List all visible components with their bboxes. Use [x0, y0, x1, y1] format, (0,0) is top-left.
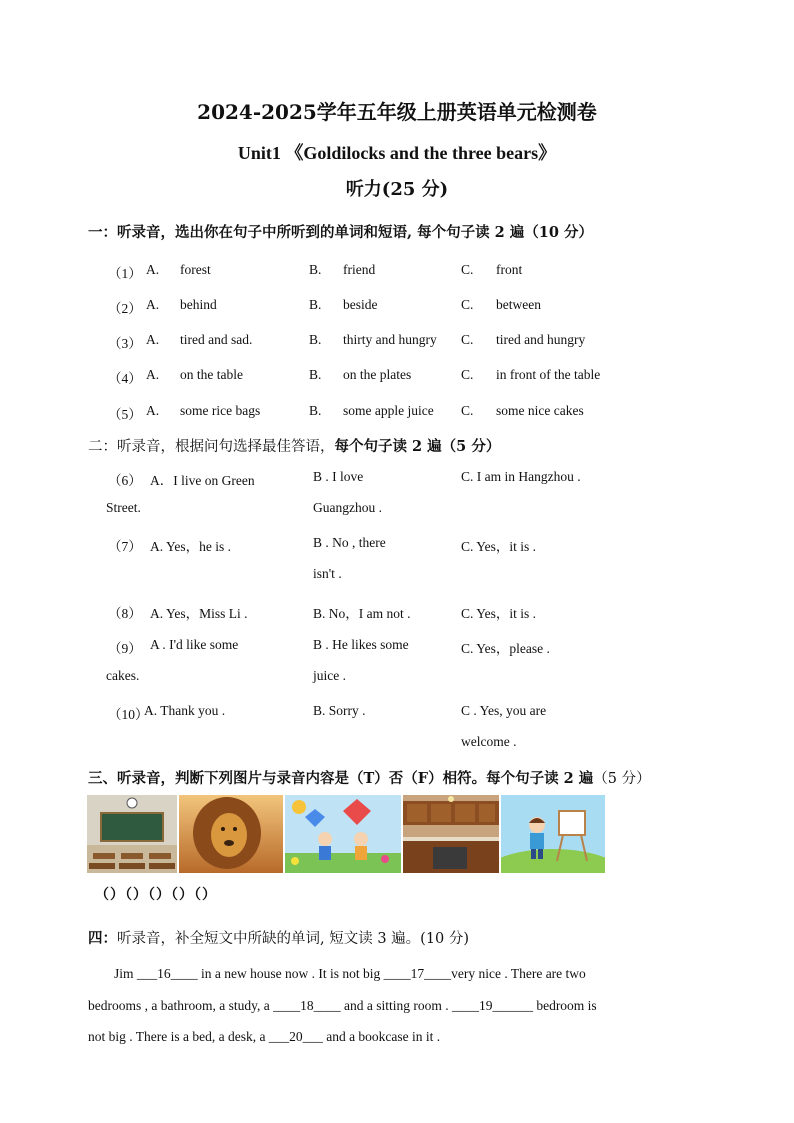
painting-boy-image: [501, 795, 605, 873]
question-number: （5）: [108, 407, 142, 422]
part2-question: [0, 469, 794, 529]
option-c-text[interactable]: tired and hungry: [496, 332, 586, 347]
option-c-label[interactable]: C.: [461, 403, 474, 418]
option-a-text[interactable]: forest: [180, 262, 211, 277]
lion-image: [179, 795, 283, 873]
option-a-label[interactable]: A.: [146, 367, 160, 382]
question-number: （7）: [108, 539, 142, 554]
classroom-image: [87, 795, 177, 873]
part3-answer-blanks[interactable]: （）（）（）（）（）: [95, 886, 217, 902]
option-b-text[interactable]: friend: [343, 262, 376, 277]
option-a-text[interactable]: tired and sad.: [180, 332, 253, 347]
option-c-text[interactable]: some nice cakes: [496, 403, 584, 418]
question-number: （1）: [108, 266, 142, 281]
option-b-text-cont[interactable]: juice .: [313, 668, 346, 683]
part1-question: [0, 297, 794, 317]
option-c-label[interactable]: C.: [461, 332, 474, 347]
option-c-text[interactable]: C . Yes, you are: [461, 703, 547, 718]
part1-question: [0, 403, 794, 423]
option-c-label[interactable]: C.: [461, 367, 474, 382]
question-number: （10）: [108, 707, 149, 722]
option-b-text[interactable]: B. Sorry .: [313, 703, 366, 718]
option-b-label[interactable]: B.: [309, 403, 322, 418]
option-b-label[interactable]: B.: [309, 297, 322, 312]
option-a-label[interactable]: A.: [146, 297, 160, 312]
option-a-text[interactable]: A．I live on Green: [150, 473, 255, 488]
part3-heading-a: 三、听录音，判断下列图片与录音内容是（T）否（F）相符。每个句子读 2 遍: [88, 770, 594, 787]
option-b-text[interactable]: thirty and hungry: [343, 332, 437, 347]
option-c-text[interactable]: C. Yes，it is .: [461, 539, 537, 554]
exam-title: 2024-2025学年五年级上册英语单元检测卷: [197, 100, 597, 124]
option-a-text[interactable]: some rice bags: [180, 403, 261, 418]
option-b-label[interactable]: B.: [309, 262, 322, 277]
kite-flying-image: [285, 795, 401, 873]
part2-question: [0, 535, 794, 595]
part4-heading-text: 听录音，补全短文中所缺的单词, 短文读 3 遍。(10 分): [117, 931, 470, 947]
option-b-text[interactable]: beside: [343, 297, 378, 312]
option-a-text[interactable]: A . I'd like some: [150, 637, 239, 652]
part1-question: [0, 332, 794, 352]
option-c-text-cont[interactable]: welcome .: [461, 734, 517, 749]
unit-subtitle: Unit1 《Goldilocks and the three bears》: [237, 143, 557, 163]
part1-question: [0, 367, 794, 387]
option-a-text[interactable]: on the table: [180, 367, 243, 382]
option-a-text[interactable]: A. Yes，Miss Li .: [150, 606, 248, 621]
passage-line: Jim ___16____ in a new house now . It is not big ____17____very nice . There are two: [114, 966, 586, 981]
kitchen-image: [403, 795, 499, 873]
option-c-text[interactable]: C. Yes，it is .: [461, 606, 537, 621]
part2-heading-a: 二：听录音，根据问句选择最佳答语，: [88, 439, 335, 455]
option-c-text[interactable]: between: [496, 297, 541, 312]
option-c-label[interactable]: C.: [461, 297, 474, 312]
part2-heading: [88, 435, 500, 456]
option-a-text[interactable]: A. Yes，he is .: [150, 539, 232, 554]
option-b-label[interactable]: B.: [309, 332, 322, 347]
part1-heading: 一：听录音，选出你在句子中所听到的单词和短语, 每个句子读 2 遍（10 分）: [88, 224, 594, 241]
question-number: （6）: [108, 473, 142, 488]
part2-question: [0, 637, 794, 697]
option-a-text[interactable]: A. Thank you .: [144, 703, 226, 718]
part2-question: [0, 703, 794, 763]
passage-line: not big . There is a bed, a desk, a ___20___ and a bookcase in it .: [88, 1029, 441, 1044]
option-a-label[interactable]: A.: [146, 332, 160, 347]
passage-line: bedrooms , a bathroom, a study, a ____18____ and a sitting room . ____19______ bedroom is: [88, 998, 597, 1013]
option-b-label[interactable]: B.: [309, 367, 322, 382]
option-c-text[interactable]: C. Yes，please .: [461, 641, 550, 656]
part4-heading: 四：听录音，补全短文中所缺的单词, 短文读 3 遍。(10 分): [88, 930, 470, 947]
option-a-label[interactable]: A.: [146, 403, 160, 418]
option-c-text[interactable]: front: [496, 262, 523, 277]
question-number: （8）: [108, 606, 142, 621]
option-b-text[interactable]: B . He likes some: [313, 637, 409, 652]
question-number: （3）: [108, 336, 142, 351]
part3-heading: [88, 767, 651, 788]
question-number: （9）: [108, 641, 142, 656]
question-number: （4）: [108, 371, 142, 386]
part1-question: [0, 262, 794, 282]
option-b-text-cont[interactable]: Guangzhou .: [313, 500, 382, 515]
option-b-text[interactable]: B . I love: [313, 469, 364, 484]
part2-heading-b: 每个句子读 2 遍（5 分）: [334, 438, 501, 455]
option-a-text[interactable]: behind: [180, 297, 217, 312]
option-b-text[interactable]: on the plates: [343, 367, 412, 382]
option-b-text[interactable]: some apple juice: [343, 403, 434, 418]
option-a-text-cont[interactable]: Street.: [106, 500, 141, 515]
part3-heading-b: （5 分）: [593, 771, 651, 787]
option-b-text[interactable]: B . No , there: [313, 535, 386, 550]
question-number: （2）: [108, 301, 142, 316]
option-b-text[interactable]: B. No，I am not .: [313, 606, 411, 621]
option-a-text-cont[interactable]: cakes.: [106, 668, 140, 683]
listening-section-title: 听力(25 分): [345, 179, 449, 200]
option-a-label[interactable]: A.: [146, 262, 160, 277]
option-c-text[interactable]: in front of the table: [496, 367, 601, 382]
option-c-label[interactable]: C.: [461, 262, 474, 277]
option-b-text-cont[interactable]: isn't .: [313, 566, 342, 581]
option-c-text[interactable]: C. I am in Hangzhou .: [461, 469, 581, 484]
